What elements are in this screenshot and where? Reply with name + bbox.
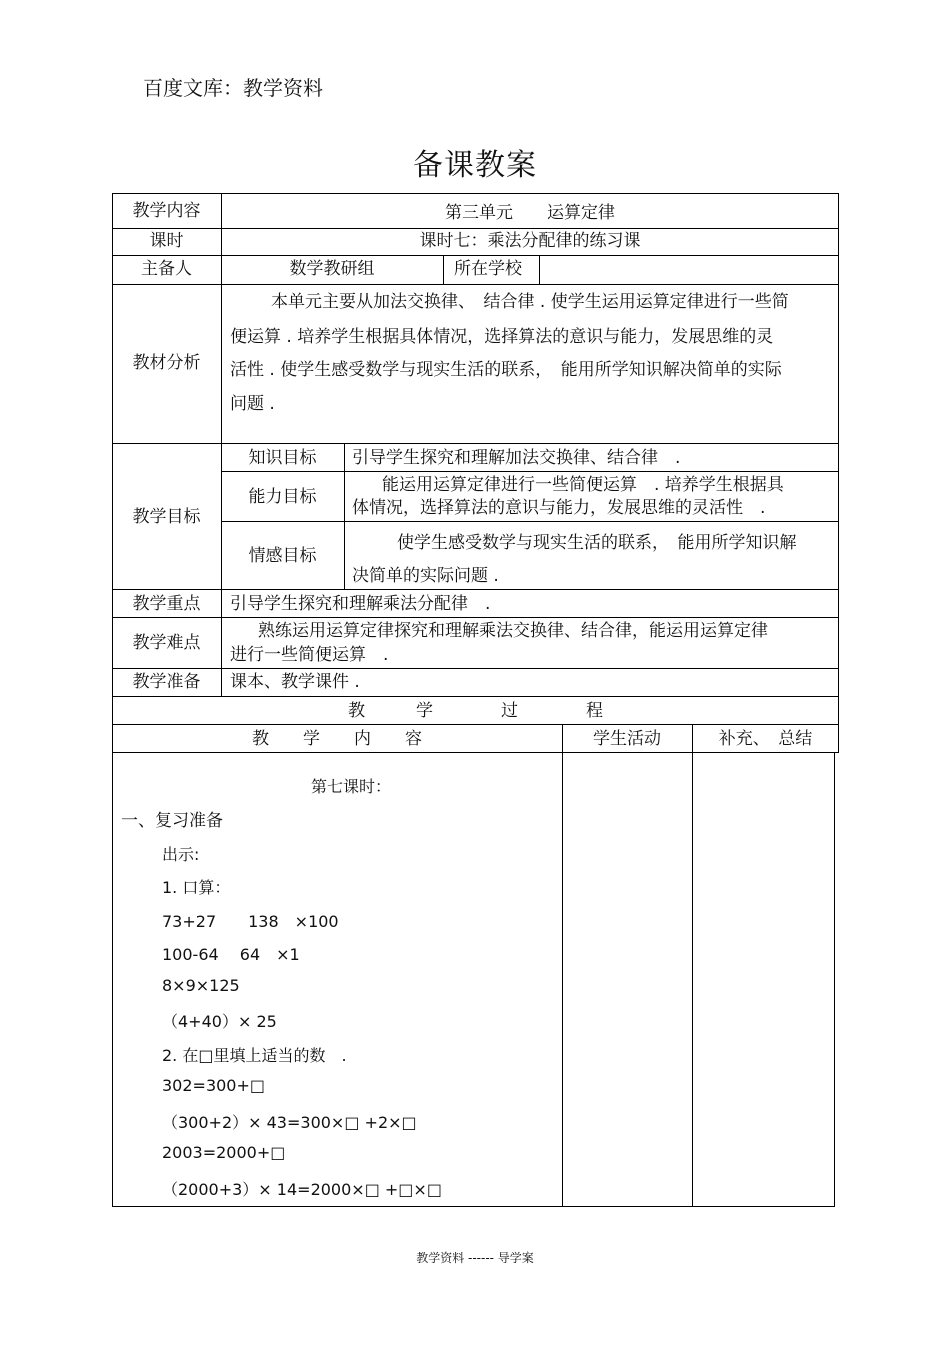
calc-line: 73+27 138 ×100	[162, 912, 339, 931]
ability-line: 能运用运算定律进行一些简便运算 . 培养学生根据具	[382, 475, 784, 495]
content-label: 教学内容	[132, 201, 201, 221]
item-fill-blank: 2. 在□里填上适当的数 .	[162, 1046, 347, 1065]
lesson-heading: 第七课时：	[311, 777, 392, 796]
ability-line: 体情况，选择算法的意识与能力，发展思维的灵活性 .	[352, 498, 766, 518]
difficulty-line: 熟练运用运算定律探究和理解乘法交换律、结合律，能运用运算定律	[258, 621, 768, 641]
analysis-line: 便运算 . 培养学生根据具体情况，选择算法的意识与能力，发展思维的灵	[230, 327, 774, 347]
key-point-value: 引导学生探究和理解乘法分配律 .	[230, 594, 491, 614]
difficulty-label: 教学难点	[132, 633, 201, 653]
show-label: 出示:	[162, 845, 200, 864]
item-oral-calc: 1. 口算：	[162, 878, 231, 897]
preparation-value: 课本、教学课件 .	[230, 672, 360, 692]
calc-line: 100-64 64 ×1	[162, 945, 300, 964]
difficulty-line: 进行一些简便运算 .	[230, 645, 389, 665]
school-label: 所在学校	[454, 259, 522, 279]
analysis-line: 问题 .	[230, 394, 275, 414]
column-student: 学生活动	[593, 729, 661, 749]
goals-label: 教学目标	[132, 507, 201, 527]
fill-line: 2003=2000+□	[162, 1143, 286, 1162]
fill-line: （2000+3）× 14=2000×□ +□×□	[162, 1180, 442, 1199]
calc-line: （4+40）× 25	[162, 1012, 277, 1031]
document-title: 备课教案	[413, 148, 537, 183]
preparer-label: 主备人	[141, 259, 192, 279]
process-header: 教 学 过 程	[348, 701, 603, 721]
calc-line: 8×9×125	[162, 976, 240, 995]
period-value: 课时七：乘法分配律的练习课	[419, 231, 641, 251]
content-value: 第三单元 运算定律	[445, 203, 615, 223]
analysis-label: 教材分析	[132, 353, 201, 373]
preparation-label: 教学准备	[132, 672, 201, 692]
knowledge-value: 引导学生探究和理解加法交换律、结合律 .	[352, 448, 681, 468]
analysis-line: 本单元主要从加法交换律、 结合律 . 使学生运用运算定律进行一些简	[271, 292, 789, 312]
analysis-line: 活性 . 使学生感受数学与现实生活的联系， 能用所学知识解决简单的实际	[230, 360, 782, 380]
fill-line: 302=300+□	[162, 1076, 266, 1095]
key-point-label: 教学重点	[132, 594, 201, 614]
knowledge-label: 知识目标	[248, 448, 317, 468]
column-content: 教 学 内 容	[252, 729, 422, 749]
period-label: 课时	[149, 231, 184, 251]
column-summary: 补充、 总结	[718, 729, 813, 749]
ability-label: 能力目标	[248, 487, 317, 507]
page-footer: 教学资料 ------ 导学案	[416, 1251, 534, 1265]
section-heading: 一、复习准备	[121, 811, 223, 831]
emotion-line: 决简单的实际问题 .	[352, 566, 499, 586]
emotion-label: 情感目标	[248, 546, 317, 566]
fill-line: （300+2）× 43=300×□ +2×□	[162, 1113, 417, 1132]
emotion-line: 使学生感受数学与现实生活的联系， 能用所学知识解	[397, 533, 797, 553]
header-note: 百度文库：教学资料	[143, 76, 323, 100]
preparer-value: 数学教研组	[289, 259, 375, 279]
